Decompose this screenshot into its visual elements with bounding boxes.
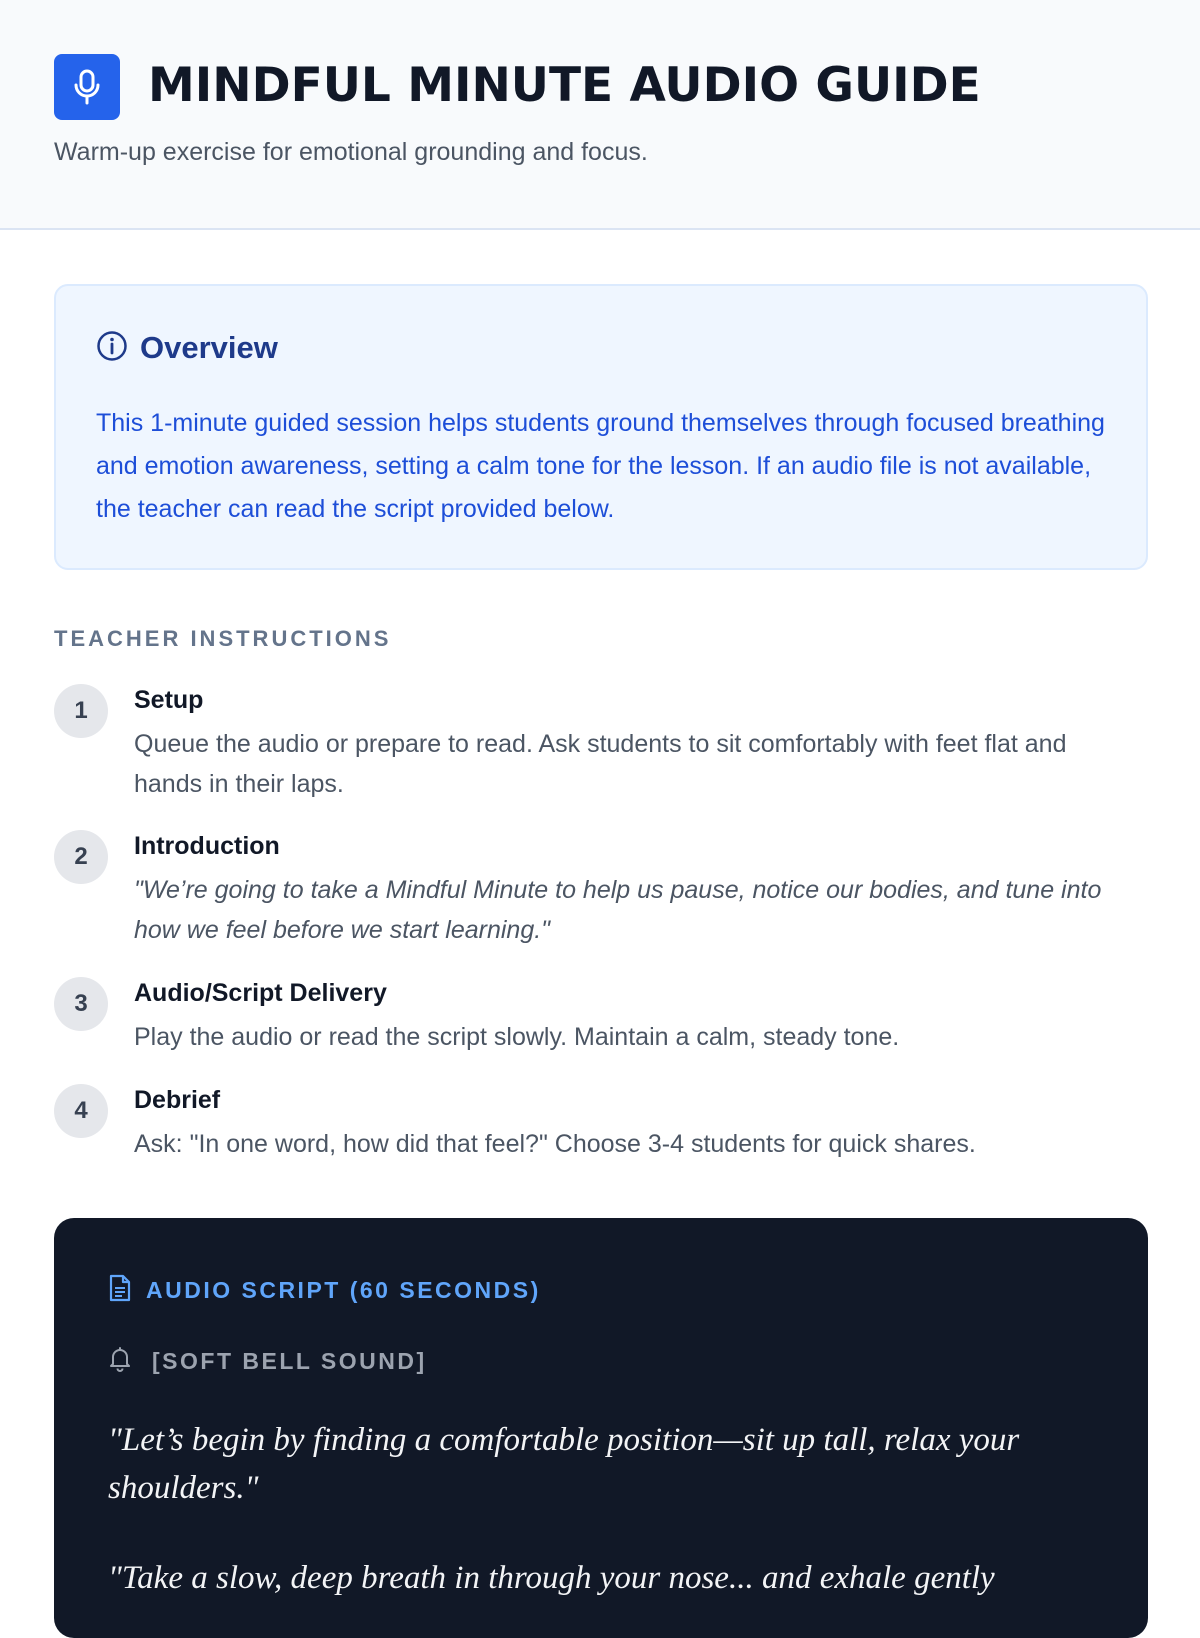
microphone-icon xyxy=(54,54,120,120)
page-header xyxy=(0,0,1200,230)
step-description: "We’re going to take a Mindful Minute to help us pause, notice our bodies, and tune into how we feel before we start learning." xyxy=(134,876,1102,944)
step-description: Play the audio or read the script slowly. Maintain a calm, steady tone. xyxy=(134,1023,900,1051)
step-title: Setup xyxy=(134,686,204,714)
audio-script-panel xyxy=(54,1218,1148,1638)
section-label-teacher-instructions: TEACHER INSTRUCTIONS xyxy=(54,626,392,651)
audio-script-title: AUDIO SCRIPT (60 SECONDS) xyxy=(146,1277,541,1303)
step-description: Ask: "In one word, how did that feel?" Choose 3-4 students for quick shares. xyxy=(134,1130,976,1158)
document-icon xyxy=(108,1274,132,1307)
step-title: Audio/Script Delivery xyxy=(134,979,387,1007)
overview-title: Overview xyxy=(140,330,278,365)
step-title: Debrief xyxy=(134,1086,221,1114)
sound-cue-text: [SOFT BELL SOUND] xyxy=(152,1348,427,1374)
step-number: 1 xyxy=(54,684,108,738)
sound-cue xyxy=(108,1346,427,1377)
step-number: 2 xyxy=(54,830,108,884)
bell-icon xyxy=(108,1346,132,1377)
page-title: MINDFUL MINUTE AUDIO GUIDE xyxy=(148,58,981,113)
audio-script-header xyxy=(108,1274,541,1307)
script-line: "Take a slow, deep breath in through your nose... and exhale gently xyxy=(108,1560,995,1596)
step-description: Queue the audio or prepare to read. Ask students to sit comfortably with feet flat and hands in their laps. xyxy=(134,730,1067,798)
step-number: 3 xyxy=(54,977,108,1031)
page-subtitle: Warm-up exercise for emotional grounding and focus. xyxy=(54,138,648,166)
info-icon xyxy=(96,330,128,367)
script-line: "Let’s begin by finding a comfortable position—sit up tall, relax your shoulders." xyxy=(108,1422,1020,1506)
step-title: Introduction xyxy=(134,832,280,860)
overview-card xyxy=(54,284,1148,570)
overview-text: This 1-minute guided session helps students ground themselves through focused breathing and emotion awareness, setting a calm tone for the lesson. If an audio file is not available, the teacher can read the script provided below. xyxy=(96,409,1105,523)
overview-header xyxy=(96,330,278,366)
step-number: 4 xyxy=(54,1084,108,1138)
